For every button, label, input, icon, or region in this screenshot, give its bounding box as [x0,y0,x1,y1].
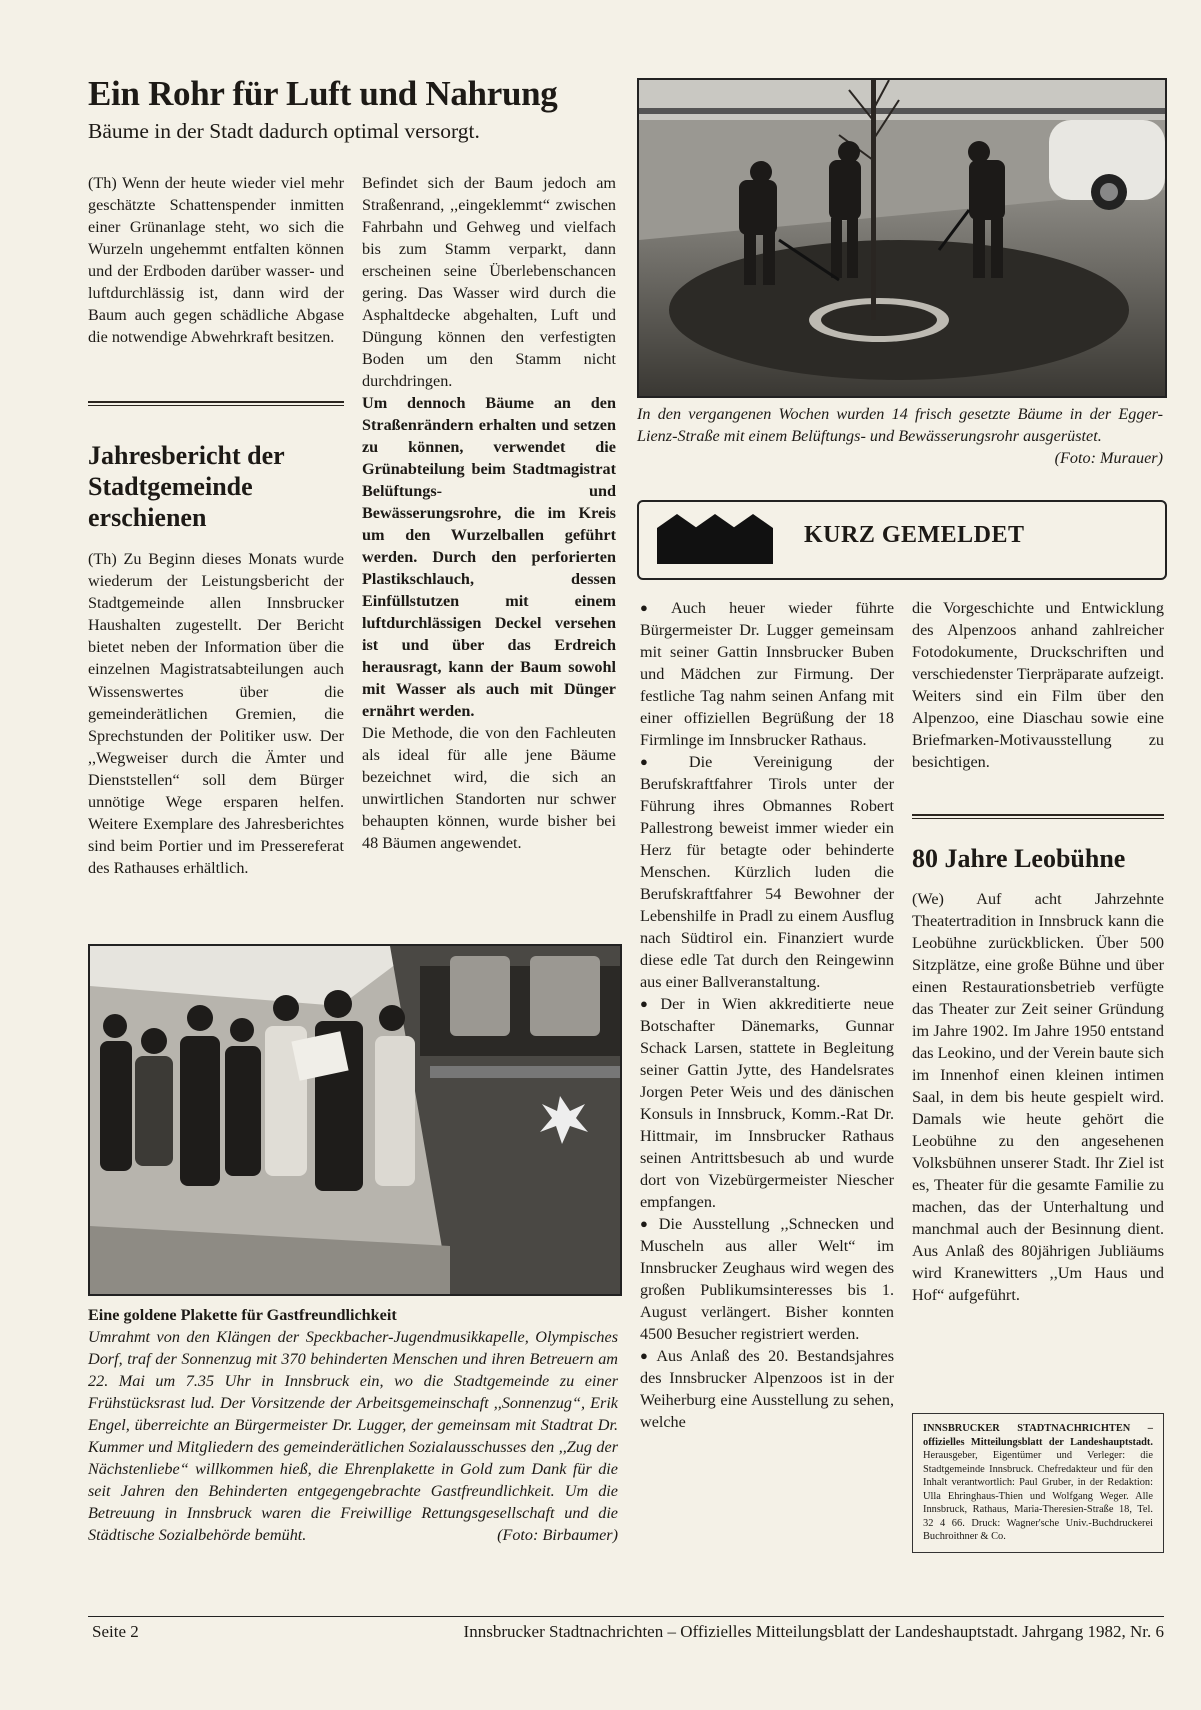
bullet-icon: ● [640,1348,653,1363]
houses-logo-icon [657,510,777,570]
kurz-item [640,1213,894,1345]
article2-body-text: (Th) Zu Beginn dieses Monats wurde wiederum der Leistungsbericht der Stadtgemeinde allen Innsbrucker Haushalten zugestellt. Der Bericht bietet neben der Information über die einzelnen Magistratsabteilungen auch Wissenswertes über die gemeinderätlichen Gremien, die Sprechstunden der Politiker usw. Der ,,Wegweiser durch die Ämter und Dienststellen“ soll dem Bürger unnötige Wege ersparen helfen. Weitere Exemplare des Jahresberichtes sind beim Portier und im Pressereferat des Rathauses erhältlich. [88,550,344,878]
article3-body-text: (We) Auf acht Jahrzehnte Theatertradition in Innsbruck kann die Leobühne zurückblicken. Über 500 Sitzplätze, eine große Bühne und über einen Restaurationsbetrieb verfügte das Theater zur Zeit seiner Gründung im Jahre 1902. Im Jahre 1950 entstand das Leokino, und der Verein baute sich im Innenhof einen kleinen intimen Saal, in dem bis heute gespielt wird. Damals wie heute gehört die Leobühne zu den angesehenen Volksbühnen unserer Stadt. Ihr Ziel ist es, Theater für die gesamte Familie zu machen, das der Unterhaltung und manchmal auch der Besinnung dient. Aus Anlaß des 80jährigen Jubliäums wird Kranewitters ,,Um Haus und Hof“ aufgeführt. [912,890,1164,1304]
impressum-title: INNSBRUCKER STADTNACHRICHTEN – offizielles Mitteilungsblatt der Landeshauptstadt. [923,1423,1153,1448]
photo-train-platform [88,944,622,1296]
article1-col1 [88,172,344,348]
page-number: Seite 2 [92,1622,139,1641]
kurz-item-text: Auch heuer wieder führte Bürgermeister Dr. Lugger gemeinsam mit seiner Gattin Innsbrucker Buben und Mädchen zur Firmung. Der festliche Tag nahm seinen Anfang mit einer offiziellen Begrüßung der 18 Firmlinge im Innsbrucker Rathaus. [640,599,895,749]
photo-train-caption [88,1326,618,1546]
kurz-items-col [640,597,894,1433]
kurz-item [640,597,894,751]
article1-subtitle: Bäume in der Stadt dadurch optimal versorgt. [88,119,480,143]
kurz-item [640,751,894,993]
footer-rule [88,1616,1164,1617]
photo-tree-caption-text: In den vergangenen Wochen wurden 14 frisch gesetzte Bäume in der Egger-Lienz-Straße mit einem Belüftungs- und Bewässerungsrohr ausgerüstet. [637,405,1163,445]
article1-col2-end: Die Methode, die von den Fachleuten als ideal für alle jene Bäume bezeichnet wird, die sich an unwirtlichen Standorten nur schwer behaupten können, wurde bisher bei 48 Bäumen angewendet. [362,724,616,852]
article1-col1-text: (Th) Wenn der heute wieder viel mehr geschätzte Schattenspender inmitten einer Grünanlage steht, wo sich die Wurzeln ungehemmt entfalten können und der Erdboden darüber wasser- und luftdurchlässig ist, dann wird der Baum auch gegen schädliche Abgase die notwendige Abwehrkraft besitzen. [88,174,344,346]
kurz-continuation [912,597,1164,773]
train-platform-image [90,946,620,1294]
kurz-gemeldet-title: KURZ GEMELDET [804,522,1025,548]
article1-title: Ein Rohr für Luft und Nahrung [88,74,558,113]
photo-train-credit: (Foto: Birbaumer) [497,1526,618,1544]
photo-tree-caption [637,403,1163,469]
article1-col2-bold: Um dennoch Bäume an den Straßenrändern erhalten und setzen zu können, verwendet die Grünabteilung beim Stadtmagistrat Belüftungs- und Bewässerungsrohre, die im Kreis um den Wurzelballen geführt werden. Durch den perforierten Plastikschlauch, dessen Einfüllstutzen mit einem luftdurchlässigen Deckel versehen ist und über das Erdreich herausragt, kann der Baum sowohl mit Wasser als auch mit Dünger ernährt werden. [362,394,616,720]
divider [88,401,344,406]
bullet-icon: ● [640,600,667,615]
kurz-item-text: Die Vereinigung der Berufskraftfahrer Tirols unter der Führung ihres Obmannes Robert Pallestrong beweist immer wieder ein Herz für betagte oder behinderte Menschen. Kürzlich luden die Berufskraftfahrer 54 Bewohner der Lebenshilfe in Pradl zu einem Ausflug nach Südtirol ein. Finanziert wurde diese edle Tat durch den Reingewinn aus einer Ballveranstaltung. [640,753,894,991]
article2-body [88,548,344,879]
bullet-icon: ● [640,996,657,1011]
kurz-item [640,993,894,1213]
kurz-item-text: Die Ausstellung ,,Schnecken und Muscheln aus aller Welt“ im Innsbrucker Zeughaus wird wegen des großen Publikumsinteresses bis 1. August verlängert. Bisher konnten 4500 Besucher registriert werden. [640,1215,894,1343]
bullet-icon: ● [640,754,685,769]
tree-planting-image [639,80,1165,396]
article1-col2 [362,172,616,854]
photo-train-caption-title: Eine goldene Plakette für Gastfreundlichkeit [88,1306,397,1324]
kurz-item [640,1345,894,1433]
impressum-box [912,1413,1164,1553]
divider [912,814,1164,819]
impressum-text: Herausgeber, Eigentümer und Verleger: die Stadtgemeinde Innsbruck. Chefredakteur und für den Inhalt verantwortlich: Paul Gruber, in der Redaktion: Ulla Ehringhaus-Thien und Wolfgang Weger. Alle Innsbruck, Rathaus, Maria-Theresien-Straße 18, Tel. 32 4 66. Druck: Wagner'sche Univ.-Buchdruckerei Buchroithner & Co. [923,1450,1153,1542]
photo-tree-planting [637,78,1167,398]
kurz-item-text: Der in Wien akkreditierte neue Botschafter Dänemarks, Gunnar Schack Larsen, stattete in Begleitung seiner Gattin Jytte, des Handelsrates Jorgen Peter Weis und des dänischen Konsuls in Innsbruck, Komm.-Rat Dr. Hittmair, im Innsbrucker Rathaus seinen Antrittsbesuch ab und wurde dort von Vizebürgermeister Niescher empfangen. [640,995,894,1211]
photo-tree-credit: (Foto: Murauer) [1054,449,1163,467]
kurz-gemeldet-box [637,500,1167,580]
article2-title: Jahresbericht der Stadtgemeinde erschienen [88,441,285,532]
article3-body [912,888,1164,1306]
photo-train-caption-text: Umrahmt von den Klängen der Speckbacher-Jugendmusikkapelle, Olympisches Dorf, traf der Sonnenzug mit 370 behinderten Menschen und ihren Betreuern am 22. Mai um 7.35 Uhr in Innsbruck ein, wo die Stadtgemeinde zu einer Frühstücksrast lud. Der Vorsitzende der Arbeitsgemeinschaft ,,Sonnenzug“, Erik Engel, überreichte an Bürgermeister Dr. Lugger, der gemeinsam mit Stadtrat Dr. Kummer und Mitgliedern des gemeinderätlichen Sozialausschusses den ,,Zug der Nächstenliebe“ willkommen hieß, die Ehrenplakette in Gold zum Dank für die seit Jahren den Behinderten entgegengebrachte Gastfreundlichkeit. Um die Betreuung in Innsbruck waren die Freiwillige Rettungsgesellschaft und die Städtische Sozialbehörde bemüht. [88,1328,618,1544]
article1-col2-text: Befindet sich der Baum jedoch am Straßenrand, ,,eingeklemmt“ zwischen Fahrbahn und Gehweg und vielfach bis zum Stamm verparkt, dann erscheinen seine Überlebenschancen gering. Das Wasser wird durch die Asphaltdecke abgehalten, Luft und Düngung können den verfestigten Boden um den Stamm nicht durchdringen. [362,174,616,390]
kurz-item-text: Aus Anlaß des 20. Bestandsjahres des Innsbrucker Alpenzoos ist in der Weiherburg eine Ausstellung zu sehen, welche [640,1347,894,1431]
footer-publication: Innsbrucker Stadtnachrichten – Offizielles Mitteilungsblatt der Landeshauptstadt. Jahrgang 1982, Nr. 6 [463,1622,1164,1641]
kurz-continuation-text: die Vorgeschichte und Entwicklung des Alpenzoos anhand zahlreicher Fotodokumente, Druckschriften und verschiedenster Tierpräparate aufzeigt. Weiters sind ein Film über den Alpenzoo, eine Diaschau sowie eine Briefmarken-Motivausstellung zu besichtigen. [912,599,1164,771]
article3-title: 80 Jahre Leobühne [912,844,1126,873]
bullet-icon: ● [640,1216,655,1231]
